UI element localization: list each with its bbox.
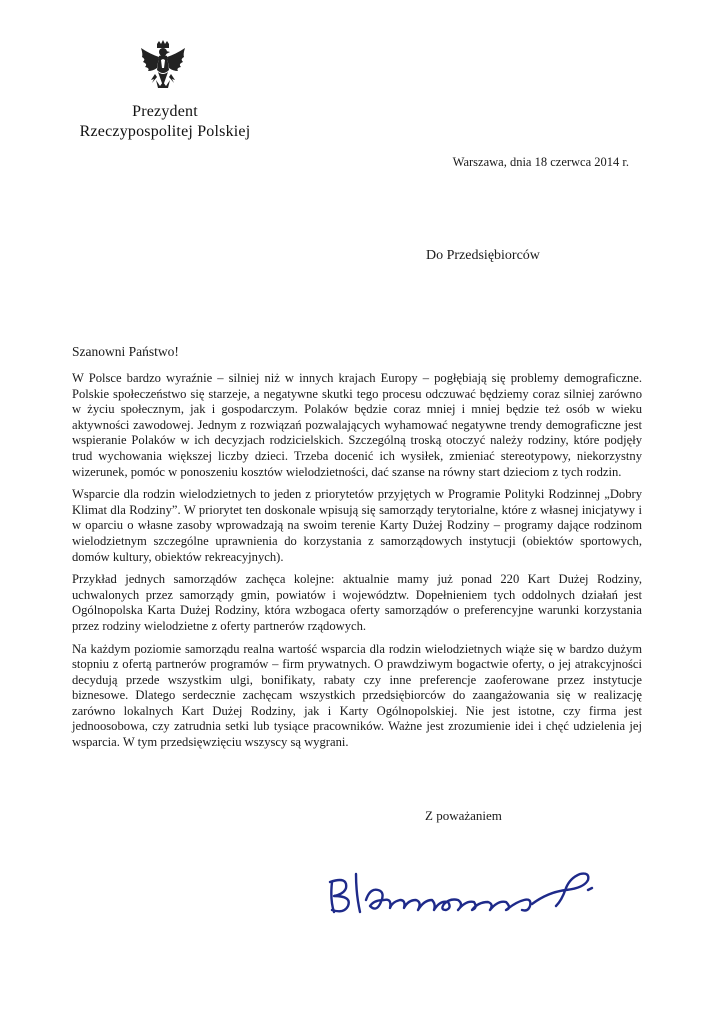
body-paragraph-2: Wsparcie dla rodzin wielodzietnych to jeden z priorytetów przyjętych w Programie Polityki Rodzinnej „Dobry Klimat dla Rodziny”. W priorytet ten doskonale wpisują się samorządy terytorialne, które z własnej inicjatywy i w oparciu o własne zasoby wprowadzają na swoim terenie Karty Dużej Rodziny – programy dające rodzinom wielodzietnym szczególne uprawnienia do korzystania z samorządowych instytucji (obiektów sportowych, domów kultury, obiektów rekreacyjnych). — [72, 487, 642, 564]
letterhead — [60, 102, 270, 142]
handwritten-signature-icon — [326, 860, 616, 930]
letterhead-line-2: Rzeczypospolitej Polskiej — [79, 123, 251, 140]
body-paragraph-4: Na każdym poziomie samorządu realna wartość wsparcia dla rodzin wielodzietnych wiąże się w bardzo dużym stopniu z ofertą partnerów programów – firm prywatnych. O prawdziwym bogactwie oferty, o jej atrakcyjności decydują przede wszystkim ulgi, bonifikaty, rabaty czy inne preferencje zaoferowane przez instytucje biznesowe. Dlatego serdecznie zachęcam wszystkich przedsiębiorców do zaangażowania się w realizację zarówno lokalnych Kart Dużej Rodziny, jak i Karty Ogólnopolskiej. Nie jest istotne, czy firma jest jednoosobowa, czy zatrudnia setki lub tysiące pracowników. Ważne jest zrozumienie idei i chęć udzielenia jej wsparcia. W tym przedsięwzięciu wszyscy są wygrani. — [72, 641, 642, 750]
letterhead-line-1: Prezydent — [132, 103, 198, 120]
body-paragraph-1: W Polsce bardzo wyraźnie – silniej niż w innych krajach Europy – pogłębiają się problemy demograficzne. Polskie społeczeństwo się starzeje, a negatywne skutki tego procesu odczuwać będziemy coraz silniej zarówno w życiu społecznym, jak i gospodarczym. Polaków będzie coraz mniej i mniej będzie też osób w wieku aktywności zawodowej. Jednym z rozwiązań pozwalających wyhamować negatywne trendy demograficzne jest wspieranie Polaków w ich decyzjach rodzicielskich. Szczególną troską otoczyć należy rodziny, które podjęły trud wychowania większej liczby dzieci. Trzeba docenić ich wysiłek, zmieniać stereotypowy, niekorzystny wizerunek, pomóc w ponoszeniu kosztów wielodzietności, dać szanse na równy start dzieciom z tych rodzin. — [72, 371, 642, 479]
letter-body — [72, 371, 642, 758]
body-paragraph-3: Przykład jednych samorządów zachęca kolejne: aktualnie mamy już ponad 220 Kart Dużej Rodziny, uchwalonych przez samorządy gmin, powiatów i województw. Dopełnieniem tych oddolnych działań jest Ogólnopolska Karta Dużej Rodziny, która wzbogaca oferty samorządów o preferencyjne warunki korzystania przez rodziny wielodzietne z oferty partnerów rządowych. — [72, 572, 642, 633]
letter-closing: Z poważaniem — [425, 808, 502, 823]
white-eagle-emblem-icon — [138, 40, 188, 96]
letter-recipient: Do Przedsiębiorców — [426, 248, 540, 263]
letter-greeting: Szanowni Państwo! — [72, 344, 179, 359]
letter-date: Warszawa, dnia 18 czerwca 2014 r. — [452, 155, 629, 169]
